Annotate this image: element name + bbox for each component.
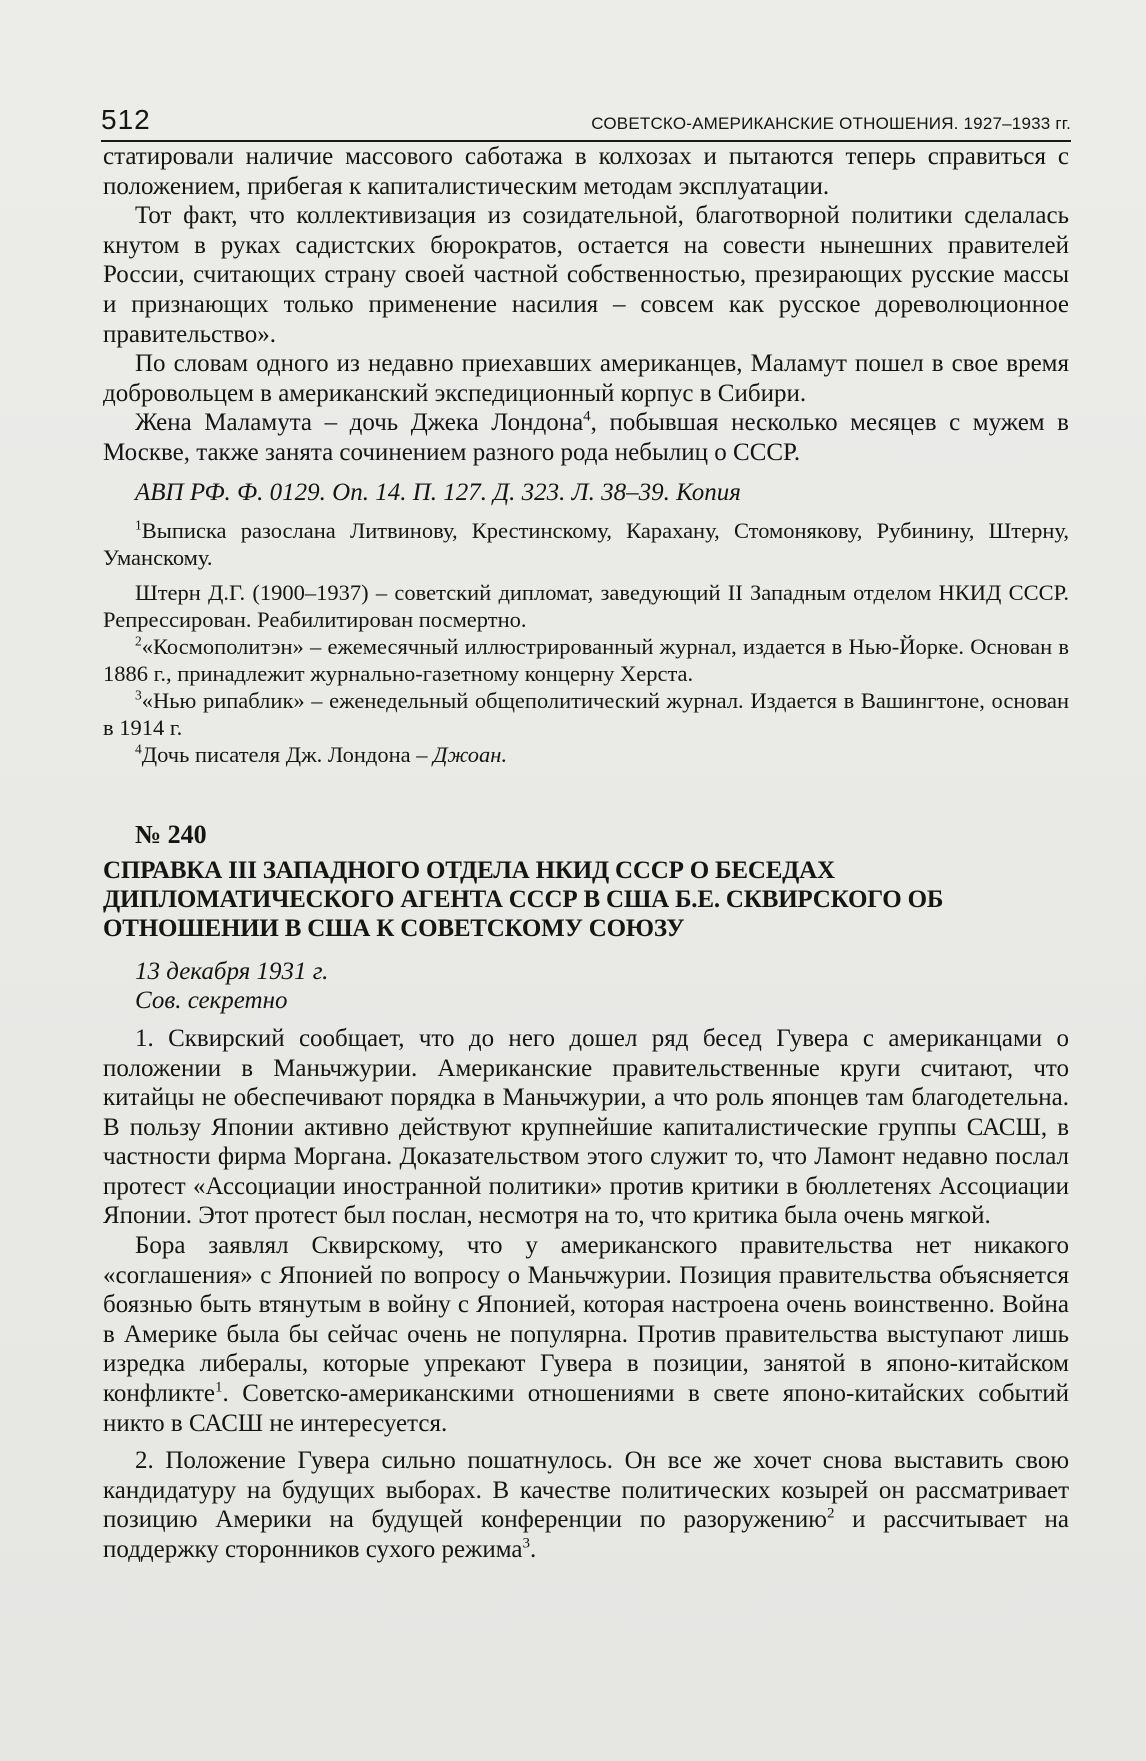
- text-run: .: [529, 1536, 537, 1563]
- footnote-ref: 1: [215, 1379, 223, 1396]
- footnote-ref: 2: [826, 1506, 835, 1523]
- document-number: № 240: [135, 820, 207, 850]
- footnote: [103, 517, 1069, 571]
- paragraph: 1. Сквирский сообщает, что до него дошел ряд бесед Гувера с американцами о положении в Маньчжурии. Американские правительственные круги считают, что китайцы не обеспечивают порядка в Маньчжурии, а что роль японцев там благодетельна. В пользу Японии активно действуют крупнейшие капиталистические группы САСШ, в частности фирма Моргана. Доказательством этого служит то, что Ламонт недавно послал протест «Ассоциации иностранной политики» против критики в бюллетенях Ассоциации Японии. Этот протест был послан, несмотря на то, что критика была очень мягкой.: [103, 1024, 1069, 1230]
- footnote-number: 3: [135, 687, 142, 703]
- footnote-ref: 3: [522, 1535, 530, 1552]
- footnote-number: 4: [135, 741, 142, 757]
- footnote-name: Джоан.: [433, 742, 508, 768]
- document-date: 13 декабря 1931 г.: [135, 957, 329, 985]
- paragraph: [103, 1231, 1069, 1438]
- footnote: [103, 741, 1069, 768]
- text-run: . Советско-американскими отношениями в свете японо-китайских событий никто в САСШ не интересуется.: [103, 1380, 1069, 1437]
- page-body: [103, 142, 1069, 1565]
- text-run: 2. Положение Гувера сильно пошатнулось. Он все же хочет снова выставить свою кандидатуру на будущих выборах. В качестве политических козырей он рассматривает позицию Америки на будущей конференции по разоружению: [103, 1447, 1069, 1534]
- footnote-ref: 4: [583, 409, 591, 426]
- paragraph: [103, 1446, 1069, 1564]
- footnote: [103, 687, 1069, 741]
- footnote-text: «Космополитэн» – ежемесячный иллюстрированный журнал, издается в Нью-Йорке. Основан в 1886 г., принадлежит журнально-газетному концерну Херста.: [103, 634, 1069, 687]
- paragraph: По словам одного из недавно приехавших американцев, Маламут пошел в свое время добровольцем в американский экспедиционный корпус в Сибири.: [103, 350, 1069, 407]
- text-run: , побывшая несколько месяцев с мужем в Москве, также занята сочинением разного рода небылиц о СССР.: [103, 409, 1069, 466]
- footnote: [103, 633, 1069, 687]
- footnote-text: Выписка разослана Литвинову, Крестинскому, Карахану, Стомонякову, Рубинину, Штерну, Уманскому.: [103, 518, 1069, 571]
- page-number: 512: [101, 104, 151, 135]
- footnote-number: 1: [135, 517, 142, 533]
- running-title: СОВЕТСКО-АМЕРИКАНСКИЕ ОТНОШЕНИЯ. 1927–1933 гг.: [591, 114, 1071, 133]
- page-header: [101, 100, 1071, 142]
- footnote-text: Дочь писателя Дж. Лондона –: [141, 742, 434, 768]
- text-run: Бора заявлял Сквирскому, что у американского правительства нет никакого «соглашения» с Японией по вопросу о Маньчжурии. Позиция правительства объясняется боязнью быть втянутым в войну с Японией, которая настроена очень воинственно. Война в Америке была бы сейчас очень не популярна. Против правительства выступают лишь изредка либералы, которые упрекают Гувера в позиции, занятой в японо-китайском конфликте: [103, 1232, 1069, 1408]
- paragraph: Тот факт, что коллективизация из созидательной, благотворной политики сделалась кнутом в руках садистских бюрократов, остается на совести нынешних правителей России, считающих страну своей частной собственностью, презирающих русские массы и признающих только применение насилия – совсем как русское дореволюционное правительство».: [103, 202, 1069, 348]
- footnote: Штерн Д.Г. (1900–1937) – советский дипломат, заведующий II Западным отделом НКИД СССР. Репрессирован. Реабилитирован посмертно.: [103, 580, 1069, 633]
- paragraph: [103, 408, 1069, 467]
- document-title: СПРАВКА III ЗАПАДНОГО ОТДЕЛА НКИД СССР О БЕСЕДАХ ДИПЛОМАТИЧЕСКОГО АГЕНТА СССР В США Б.Е. СКВИРСКОГО ОБ ОТНОШЕНИИ В США К СОВЕТСКОМУ СОЮЗУ: [103, 856, 944, 942]
- footnote-number: 2: [135, 633, 142, 649]
- text-run: Жена Маламута – дочь Джека Лондона: [135, 409, 584, 437]
- text-run: и рассчитывает на поддержку сторонников сухого режима: [103, 1506, 1069, 1563]
- paragraph: статировали наличие массового саботажа в колхозах и пытаются теперь справиться с положением, прибегая к капиталистическим методам эксплуатации.: [103, 143, 1069, 200]
- footnote-text: «Нью рипаблик» – еженедельный общеполитический журнал. Издается в Вашингтоне, основан в 1914 г.: [103, 688, 1069, 741]
- archive-reference: АВП РФ. Ф. 0129. Оп. 14. П. 127. Д. 323. Л. 38–39. Копия: [135, 478, 741, 506]
- document-classification: Сов. секретно: [135, 987, 288, 1015]
